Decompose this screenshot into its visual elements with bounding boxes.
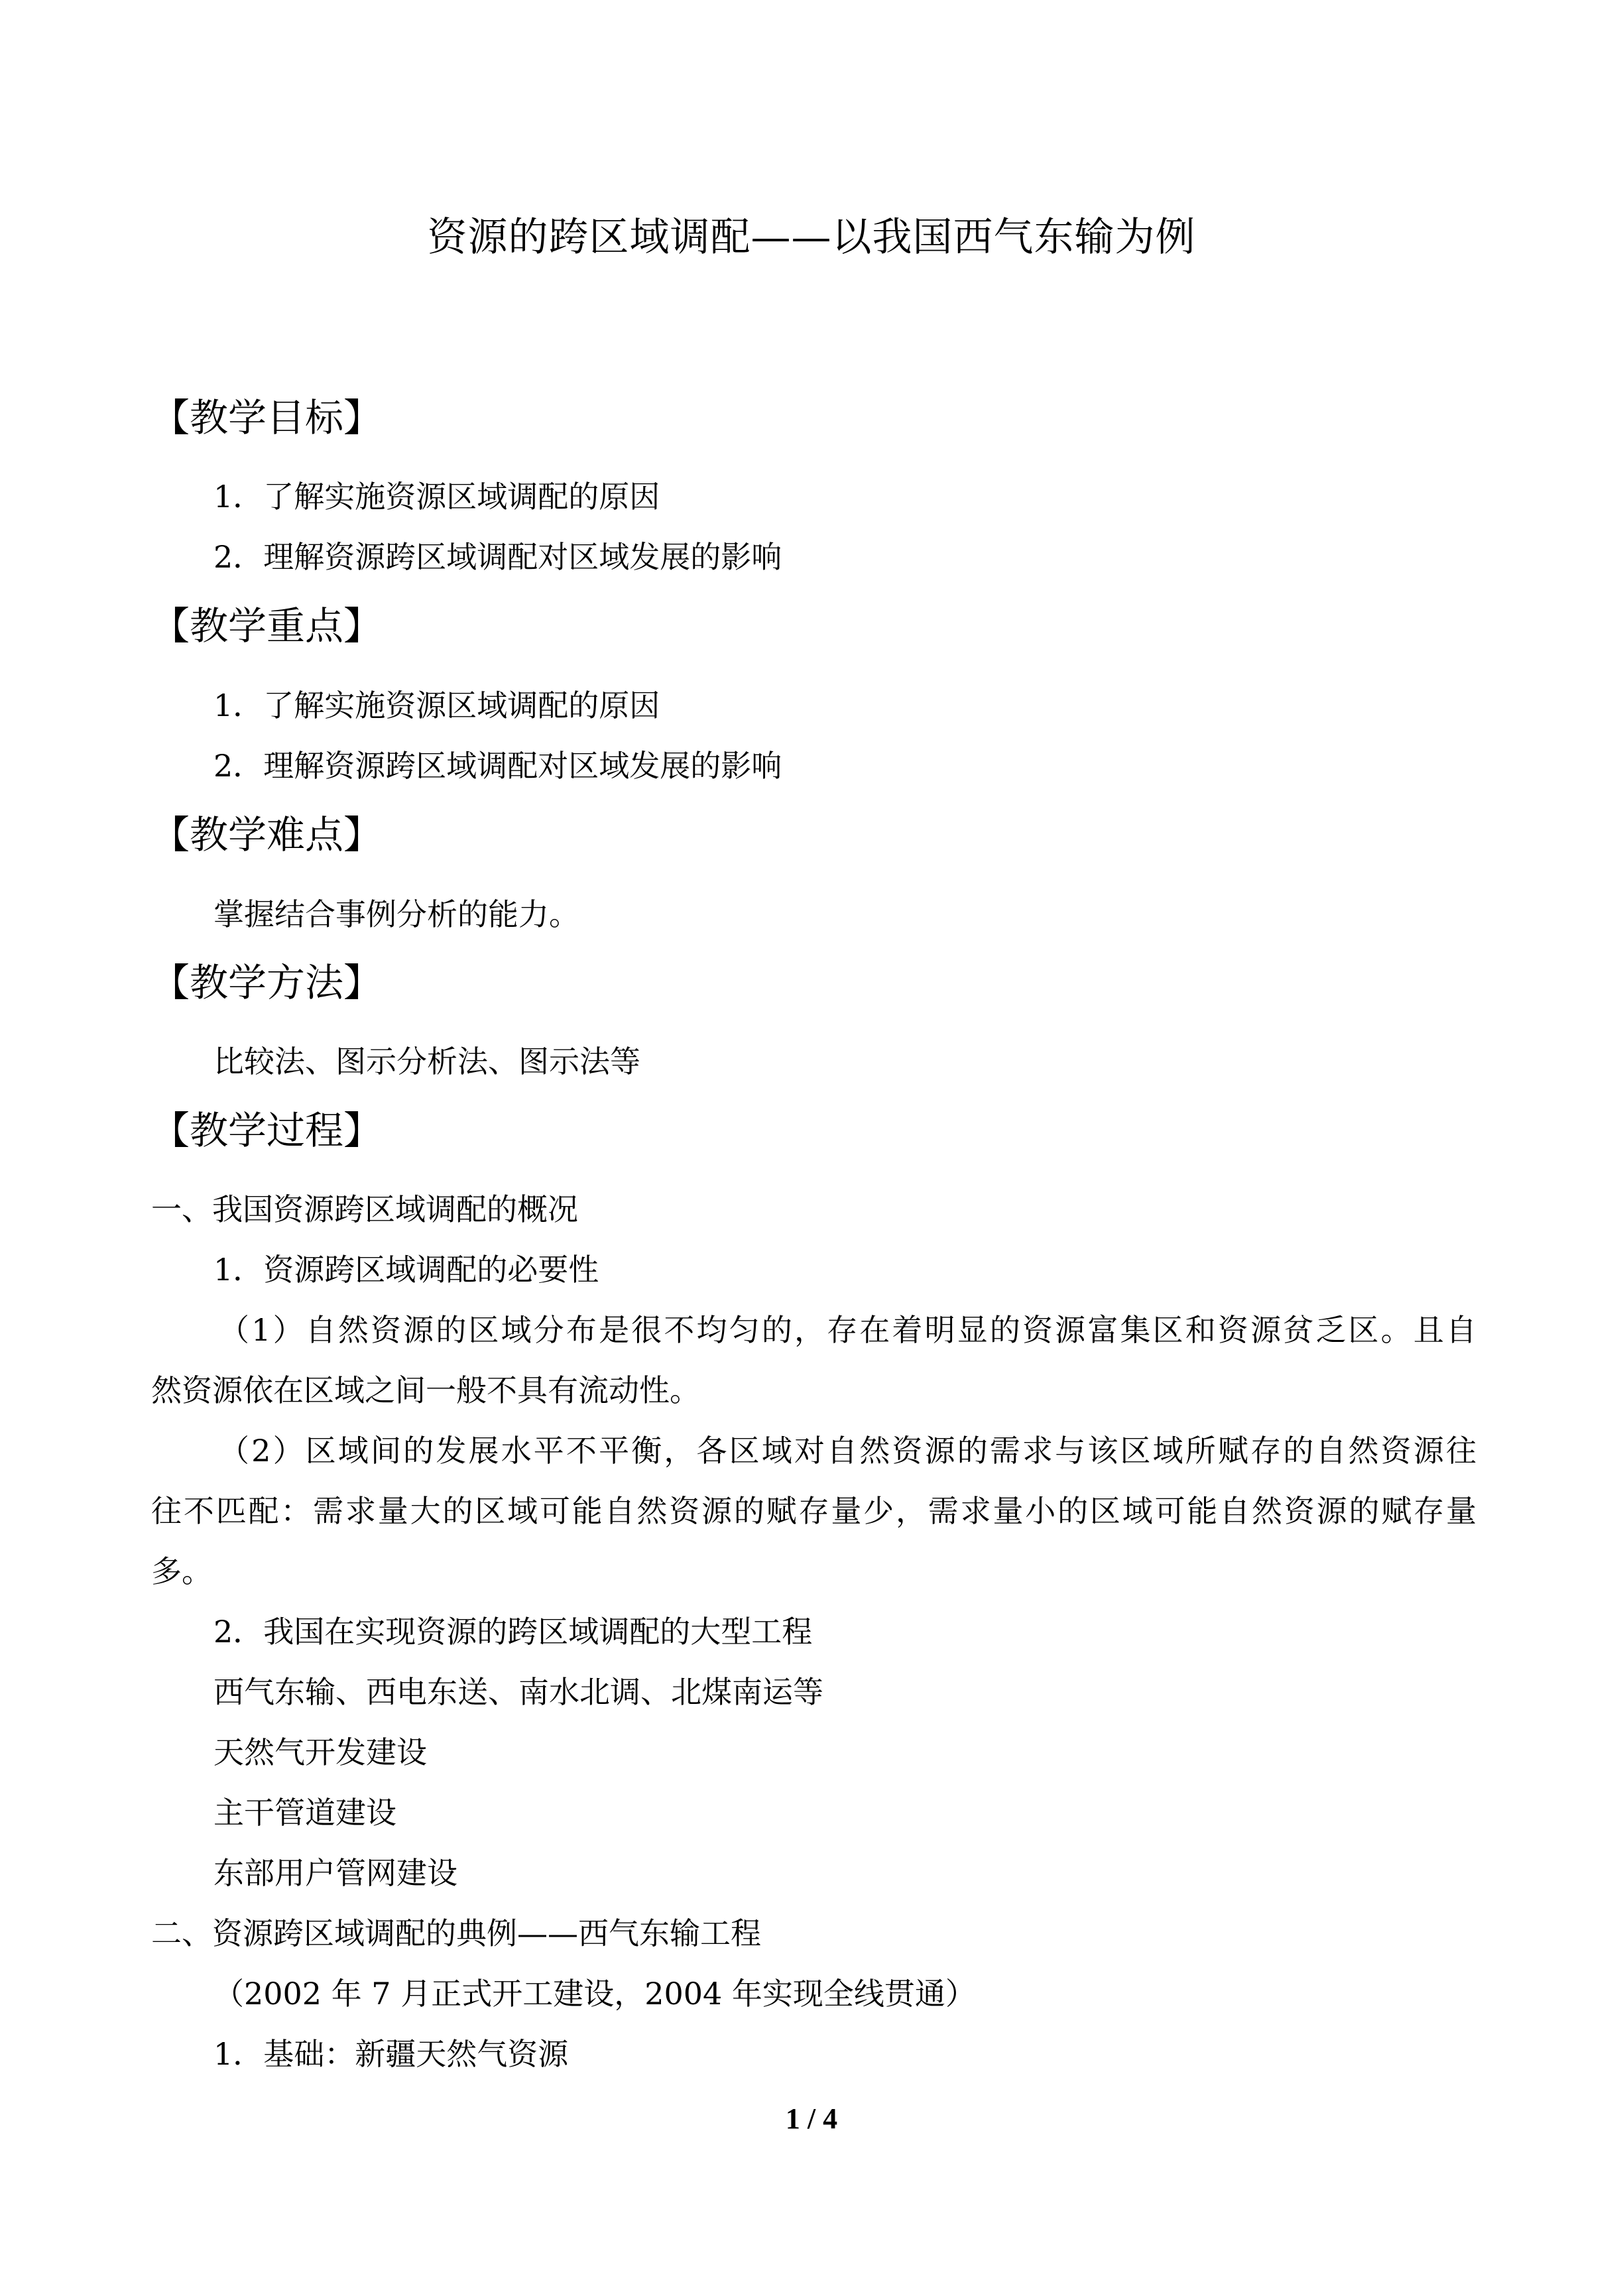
part-title: 二、资源跨区域调配的典例——西气东输工程 (151, 1915, 761, 1951)
part-title: 一、我国资源跨区域调配的概况 (151, 1191, 578, 1227)
section-heading-objectives: 【教学目标】 (151, 395, 383, 440)
list-item: 1．了解实施资源区域调配的原因 (213, 688, 660, 723)
page-number: 1 / 4 (785, 2102, 838, 2135)
paragraph-line: 多。 (151, 1553, 212, 1589)
paragraph-line: 然资源依在区域之间一般不具有流动性。 (151, 1372, 700, 1408)
subsection-title: 2．我国在实现资源的跨区域调配的大型工程 (213, 1614, 813, 1650)
subsection-title: 1．资源跨区域调配的必要性 (213, 1252, 599, 1288)
document-title: 资源的跨区域调配——以我国西气东输为例 (427, 214, 1196, 261)
section-heading-process: 【教学过程】 (151, 1108, 383, 1153)
list-item: 东部用户管网建设 (213, 1855, 457, 1891)
list-item: 掌握结合事例分析的能力。 (213, 896, 579, 932)
list-item: 1．了解实施资源区域调配的原因 (213, 479, 660, 514)
paragraph-line: （1）自然资源的区域分布是很不均匀的，存在着明显的资源富集区和资源贫乏区。且自 (219, 1312, 1476, 1348)
paragraph-line: 往不匹配：需求量大的区域可能自然资源的赋存量少，需求量小的区域可能自然资源的赋存量 (151, 1493, 1476, 1529)
note-line: （2002 年 7 月正式开工建设，2004 年实现全线贯通） (213, 1976, 976, 2012)
list-item: 西气东输、西电东送、南水北调、北煤南运等 (213, 1674, 823, 1710)
section-heading-key-points: 【教学重点】 (151, 603, 383, 648)
list-item: 比较法、图示分析法、图示法等 (213, 1044, 640, 1079)
section-heading-difficulties: 【教学难点】 (151, 812, 383, 857)
paragraph-line: （2）区域间的发展水平不平衡，各区域对自然资源的需求与该区域所赋存的自然资源往 (219, 1433, 1476, 1469)
section-heading-methods: 【教学方法】 (151, 960, 383, 1005)
list-item: 2．理解资源跨区域调配对区域发展的影响 (213, 748, 782, 784)
list-item: 2．理解资源跨区域调配对区域发展的影响 (213, 539, 782, 575)
list-item: 主干管道建设 (213, 1795, 396, 1831)
subsection-title: 1．基础：新疆天然气资源 (213, 2036, 569, 2072)
list-item: 天然气开发建设 (213, 1734, 427, 1770)
